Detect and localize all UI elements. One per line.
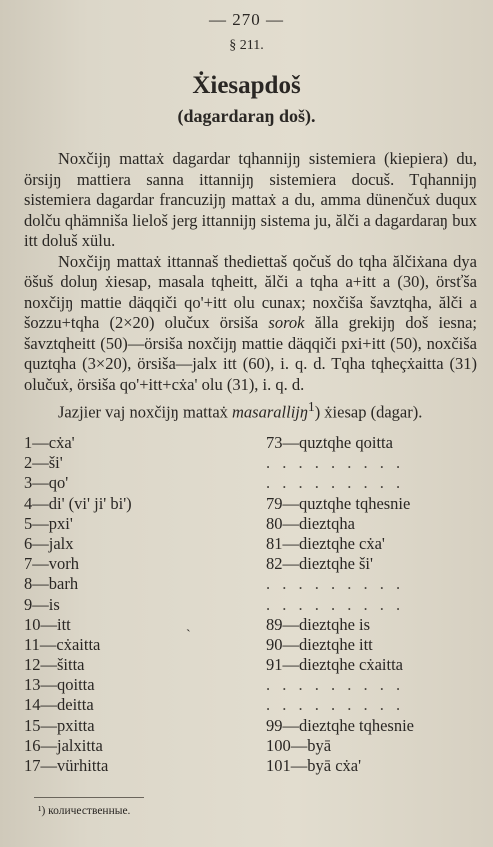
page-number: — 270 —	[209, 10, 284, 29]
ellipsis-row: . . . . . . . . .	[266, 594, 405, 614]
numeral-row: 81—dieztqhe cẋa'	[266, 533, 385, 553]
paragraph-3-text: Jazjier vaj noxčijŋ mattaẋ	[58, 402, 233, 422]
numeral-row: 73—quztqhe qoitta	[266, 433, 393, 452]
right-column	[266, 433, 486, 776]
ellipsis-row: . . . . . . . . .	[266, 675, 405, 695]
paragraph-2-rest: ălla grekijŋ doš iesna; šavztqheitt (50)—örsiša noxčijŋ mattie däqqiči pxi+itt (50), noxčiša quztqha (3×20), örsiša—jalx itt (60), i. q. d. Tqha tqheçẋaitta (31) olučuẋ, örsiša qo'+itt+cẋa' olu (31), i. q. d.	[24, 313, 478, 394]
numeral-row: 82—dieztqhe ši'	[266, 554, 373, 574]
page-subtitle: (dagardaraŋ doš).	[177, 106, 316, 126]
numeral-row: 2—ši'	[24, 453, 63, 473]
footnote-ref: 1	[307, 399, 315, 414]
numeral-row: 100—byā	[266, 735, 332, 755]
numeral-row: 90—dieztqhe itt	[266, 634, 373, 654]
ellipsis-row: . . . . . . . . .	[266, 574, 405, 594]
numeral-table	[0, 433, 493, 778]
numeral-row: 9—is	[24, 594, 60, 614]
footnote: ¹) количественные.	[38, 805, 131, 817]
section-number: § 211.	[229, 38, 264, 53]
numeral-row: 80—dieztqha	[266, 513, 355, 533]
numeral-row: 7—vorh	[24, 554, 79, 574]
ellipsis-row: . . . . . . . . .	[266, 453, 405, 473]
paragraph-3-rest: ) ẋiesap (dagar).	[314, 402, 423, 422]
paragraph-3-italic: masarallijŋ	[232, 402, 308, 422]
numeral-row: 14—deitta	[24, 695, 94, 715]
numeral-row: 12—šitta	[24, 655, 85, 675]
numeral-row: 101—byā cẋa'	[266, 756, 362, 775]
numeral-row: 17—vürhitta	[24, 756, 109, 775]
paragraph-2-italic: sorok	[268, 313, 305, 332]
paragraph-1: Noxčijŋ mattaẋ dagardar tqhannijŋ sistemiera (kiepiera) du, örsijŋ mattiera sanna ittannijŋ sistemiera docuš. Tqhannijŋ sistemiera dagardar francuzijŋ mattaẋ a du, amma dünenčuẋ duqux dolču qhämniša lieloš jerg ittannijŋ sistema ju, ălči a dagardaraŋ bux itt doluš xülu.	[24, 149, 477, 250]
numeral-row: 91—dieztqhe cẋaitta	[266, 655, 403, 675]
numeral-row: 6—jalx	[24, 533, 74, 553]
paragraph-3	[24, 397, 477, 423]
page-header	[0, 0, 493, 127]
ellipsis-row: . . . . . . . . .	[266, 695, 405, 715]
numeral-row: 16—jalxitta	[24, 735, 103, 755]
numeral-row: 4—di' (vi' ji' bi')	[24, 493, 132, 513]
numeral-row: 11—cẋaitta	[24, 634, 101, 654]
numeral-row: 3—qo'	[24, 473, 69, 493]
numeral-row: 8—barh	[24, 574, 79, 594]
footnote-divider	[34, 797, 144, 798]
paragraph-2	[24, 252, 477, 396]
numeral-row: 99—dieztqhe tqhesnie	[266, 715, 415, 735]
left-column	[24, 433, 234, 776]
numeral-row: 13—qoitta	[24, 675, 95, 695]
paragraph-2-text: Noxčijŋ mattaẋ ittannaš thediettaš qočuš do tqha ălčiẋana dya öšuš doluŋ ẋiesap, masala tqheitt, ălči a tqha a+itt a (30), örsťša noxčijŋ mattie däqqiči qo'+itt olu cunax; noxčiša šavztqha, ălči a šozzu+tqha (2×20) olučux örsiša	[24, 251, 477, 332]
numeral-row: 79—quztqhe tqhesnie	[266, 493, 411, 513]
page-title: Ẋiesapdoš	[192, 72, 301, 99]
ellipsis-row: . . . . . . . . .	[266, 473, 405, 493]
numeral-row: 89—dieztqhe is	[266, 614, 371, 634]
numeral-row: 5—pxi'	[24, 513, 73, 533]
numeral-row: 15—pxitta	[24, 715, 95, 735]
stray-mark: ˋ	[186, 628, 191, 643]
numeral-row: 10—itt	[24, 614, 71, 634]
numeral-row: 1—cẋa'	[24, 433, 75, 452]
